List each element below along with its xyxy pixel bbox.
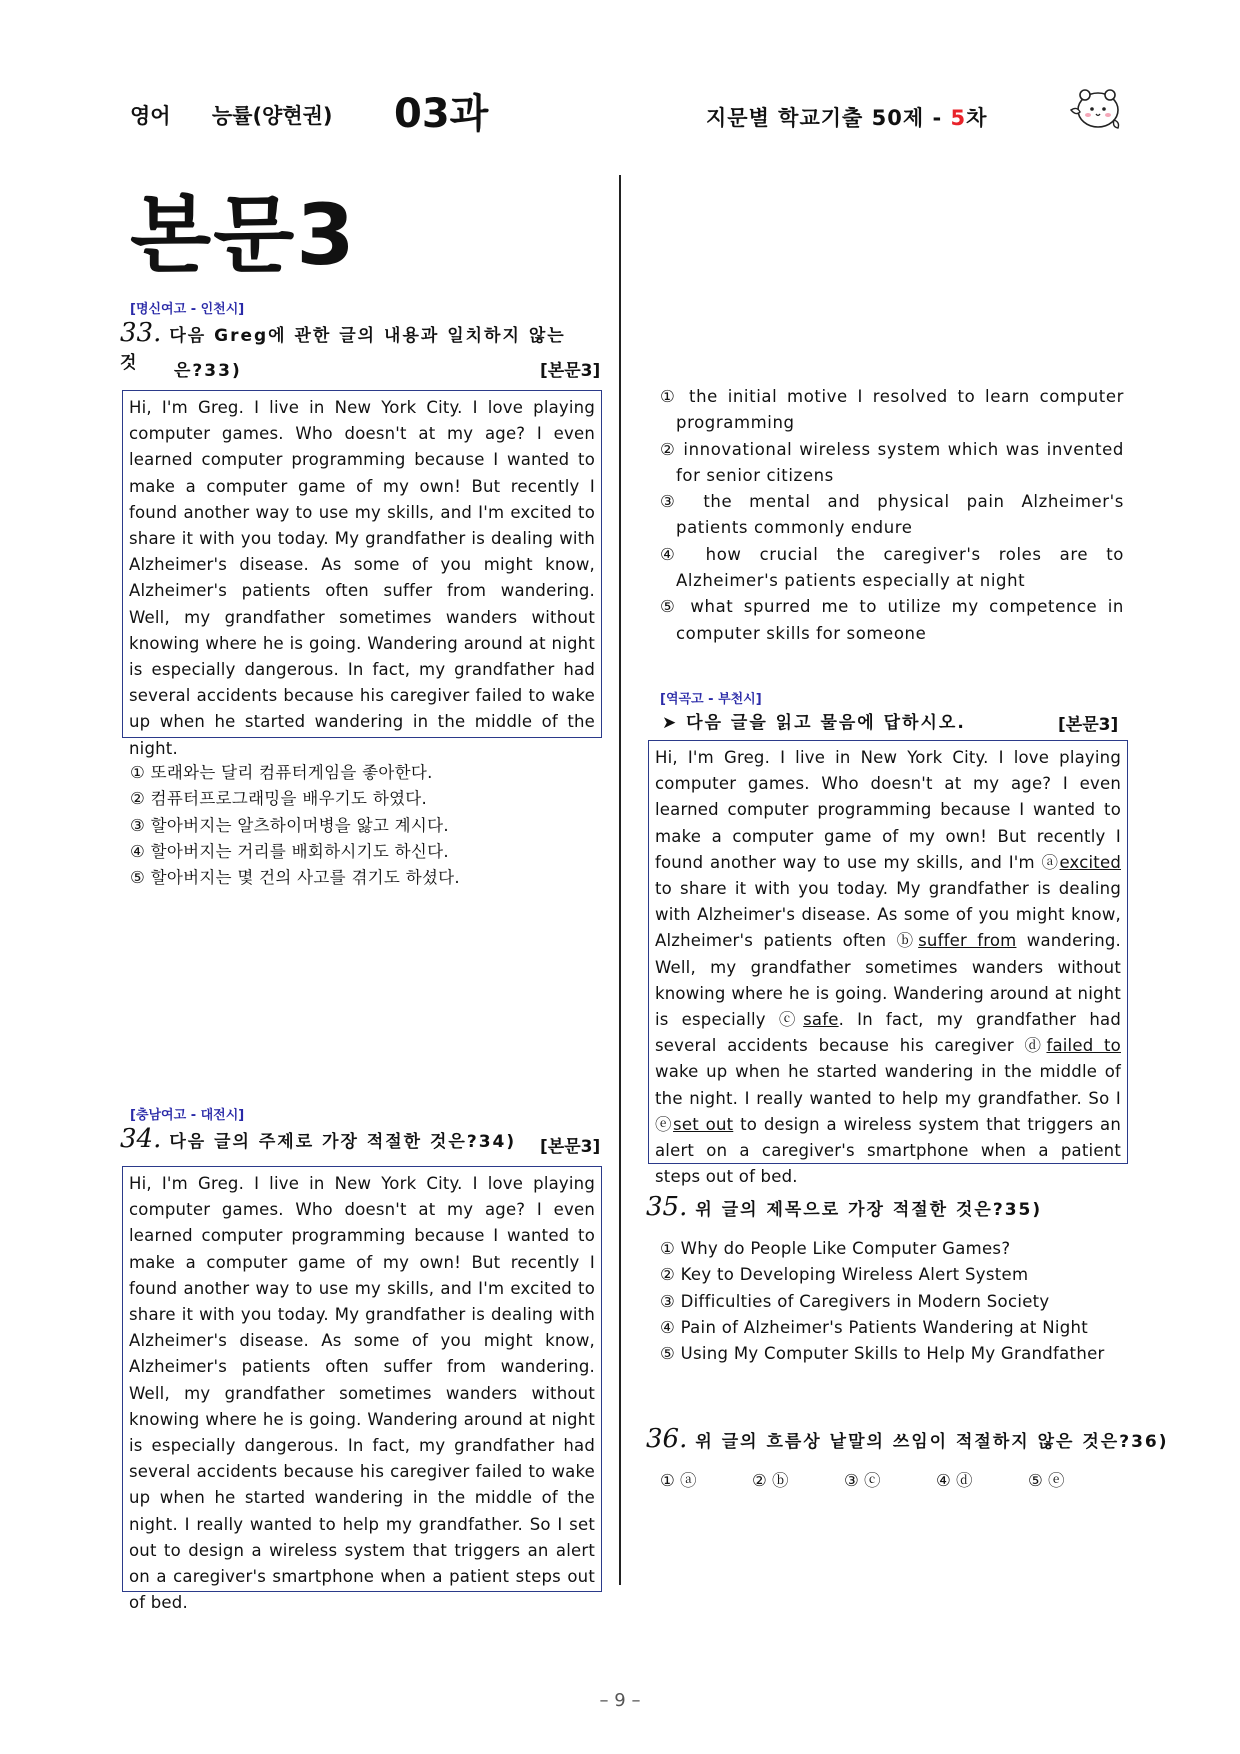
subject: 영어 <box>130 104 171 128</box>
q35-choice-2[interactable]: ② Key to Developing Wireless Alert System <box>660 1265 1029 1285</box>
passage-part-3: wandering. Well, my grandfather sometimes wanders without knowing where he is going. Wandering around at night is especially <box>655 931 1121 1030</box>
q36-choice-1[interactable]: ① ⓐ <box>660 1471 697 1490</box>
series-round-number: 5 <box>950 106 967 130</box>
q33-choice-3[interactable]: ③ 할아버지는 알츠하이머병을 앓고 계시다. <box>130 815 449 835</box>
passage-part-4: . In fact, my grandfather had several accidents because his caregiver <box>655 1010 1122 1056</box>
q34-passage: Hi, I'm Greg. I live in New York City. I love playing computer games. Who doesn't at my age? I even learned computer programming because I wanted to make a computer game of my own! But recently I found another way to use my skills, and I'm excited to share it with you today. My grandfather is dealing with Alzheimer's disease. As some of you might know, Alzheimer's patients often suffer from wandering. Well, my grandfather sometimes wanders without knowing where he is going. Wandering around at night is especially dangerous. In fact, my grandfather had several accidents because his caregiver failed to wake up when he started wandering in the middle of the night. I really wanted to help my grandfather. So I set out to design a wireless system that triggers an alert on a caregiver's smartphone when a patient steps out of bed. <box>122 1166 602 1592</box>
q36-choices <box>660 1467 1120 1491</box>
q34-heading <box>120 1124 516 1154</box>
underlined-word-d: failed to <box>1046 1036 1121 1056</box>
mark-d: ⓓ <box>1024 1036 1047 1056</box>
q34-choice-2[interactable]: ② innovational wireless system which was invented for senior citizens <box>660 439 1124 485</box>
q33-number: 33. <box>120 318 162 348</box>
q35-question: 위 글의 제목으로 가장 적절한 것은?35) <box>695 1200 1043 1220</box>
q33-question-line2: 은?33) <box>174 361 242 381</box>
q35-choice-4[interactable]: ④ Pain of Alzheimer's Patients Wandering at Night <box>660 1317 1089 1337</box>
publisher: 능률(양현권) <box>211 104 333 128</box>
q33-choice-4[interactable]: ④ 할아버지는 거리를 배회하시기도 하신다. <box>130 841 449 861</box>
mark-c: ⓒ <box>778 1010 804 1030</box>
q36-choice-2[interactable]: ② ⓑ <box>752 1471 789 1490</box>
passage-part-1: Hi, I'm Greg. I live in New York City. I love playing computer games. Who doesn't at my age? I even learned computer programming because I wanted to make a computer game of my own! But recently I found another way to use my skills, and I'm <box>655 748 1121 872</box>
q33-choices <box>130 760 600 891</box>
mark-a: ⓐ <box>1041 852 1060 872</box>
q34-number: 34. <box>120 1124 162 1154</box>
q35-choices <box>660 1236 1130 1367</box>
column-divider <box>619 175 621 1585</box>
underlined-word-e: set out <box>673 1114 734 1134</box>
underlined-word-c: safe <box>803 1010 839 1030</box>
q33-choice-5[interactable]: ⑤ 할아버지는 몇 건의 사고를 겪기도 하셨다. <box>130 868 460 888</box>
q34-question: 다음 글의 주제로 가장 적절한 것은?34) <box>169 1132 517 1152</box>
underlined-word-b: suffer from <box>918 931 1017 951</box>
underlined-word-a: excited <box>1059 852 1121 872</box>
q33-choice-1[interactable]: ① 또래와는 달리 컴퓨터게임을 좋아한다. <box>130 763 433 782</box>
q34-choice-4[interactable]: ④ how crucial the caregiver's roles are to Alzheimer's patients especially at night <box>660 544 1124 591</box>
q35-number: 35. <box>646 1192 688 1222</box>
mark-e: ⓔ <box>655 1114 674 1134</box>
header-subject-publisher <box>130 100 333 130</box>
q34-source: [충남여고 - 대전시] <box>130 1108 245 1123</box>
q34-choice-5[interactable]: ⑤ what spurred me to utilize my competence in computer skills for someone <box>660 597 1124 643</box>
q34-choices <box>660 384 1124 647</box>
q34-choice-3[interactable]: ③ the mental and physical pain Alzheimer's patients commonly endure <box>660 492 1124 538</box>
q36-number: 36. <box>646 1424 688 1454</box>
q33-choice-2[interactable]: ② 컴퓨터프로그래밍을 배우기도 하였다. <box>130 789 428 809</box>
q33-question-line1: 다음 Greg에 관한 글의 내용과 일치하지 않는 것 <box>120 326 566 373</box>
q33-source: [명신여고 - 인천시] <box>130 302 245 317</box>
section-title: 본문3 <box>130 186 357 284</box>
series-title <box>706 102 987 132</box>
q36-question: 위 글의 흐름상 낱말의 쓰임이 적절하지 않은 것은?36) <box>695 1432 1169 1452</box>
q35-choice-3[interactable]: ③ Difficulties of Caregivers in Modern Society <box>660 1291 1050 1311</box>
q36-choice-4[interactable]: ④ ⓓ <box>936 1471 973 1490</box>
q33-passage: Hi, I'm Greg. I live in New York City. I love playing computer games. Who doesn't at my age? I even learned computer programming because I wanted to make a computer game of my own! But recently I found another way to use my skills, and I'm excited to share it with you today. My grandfather is dealing with Alzheimer's disease. As some of you might know, Alzheimer's patients often suffer from wandering. Well, my grandfather sometimes wanders without knowing where he is going. Wandering around at night is especially dangerous. In fact, my grandfather had several accidents because his caregiver failed to wake up when he started wandering in the middle of the night. <box>122 390 602 738</box>
group-source: [역곡고 - 부천시] <box>660 692 762 707</box>
passage-part-5: wake up when he started wandering in the middle of the night. I really wanted to help my grandfather. So I <box>655 1062 1121 1108</box>
q36-choice-5[interactable]: ⑤ ⓔ <box>1028 1471 1065 1490</box>
group-instruction: ➤ 다음 글을 읽고 물음에 답하시오. <box>662 713 966 733</box>
series-round-suffix: 차 <box>966 106 988 130</box>
group-tag: [본문3] <box>1058 715 1119 735</box>
q35-heading <box>646 1192 1042 1222</box>
mark-b: ⓑ <box>896 931 919 951</box>
q35-choice-5[interactable]: ⑤ Using My Computer Skills to Help My Grandfather <box>660 1344 1105 1364</box>
lesson-number: 03과 <box>394 91 489 137</box>
bear-mascot-icon <box>1068 86 1122 136</box>
q35-choice-1[interactable]: ① Why do People Like Computer Games? <box>660 1239 1011 1258</box>
passage-part-2: to share it with you today. My grandfather is dealing with Alzheimer's disease. As some of you might know, Alzheimer's patients often <box>655 879 1121 951</box>
q36-choice-3[interactable]: ③ ⓒ <box>844 1471 881 1490</box>
passage-part-6: to design a wireless system that triggers an alert on a caregiver's smartphone when a patient steps out of bed. <box>655 1114 1122 1187</box>
series-prefix: 지문별 학교기출 50제 - <box>706 106 951 130</box>
q34-tag: [본문3] <box>540 1137 601 1157</box>
q33-tag: [본문3] <box>540 361 601 381</box>
page-number: – 9 – <box>599 1690 641 1711</box>
group-passage <box>648 740 1128 1187</box>
q34-choice-1[interactable]: ① the initial motive I resolved to learn computer programming <box>660 387 1124 433</box>
q36-heading <box>646 1424 1169 1454</box>
